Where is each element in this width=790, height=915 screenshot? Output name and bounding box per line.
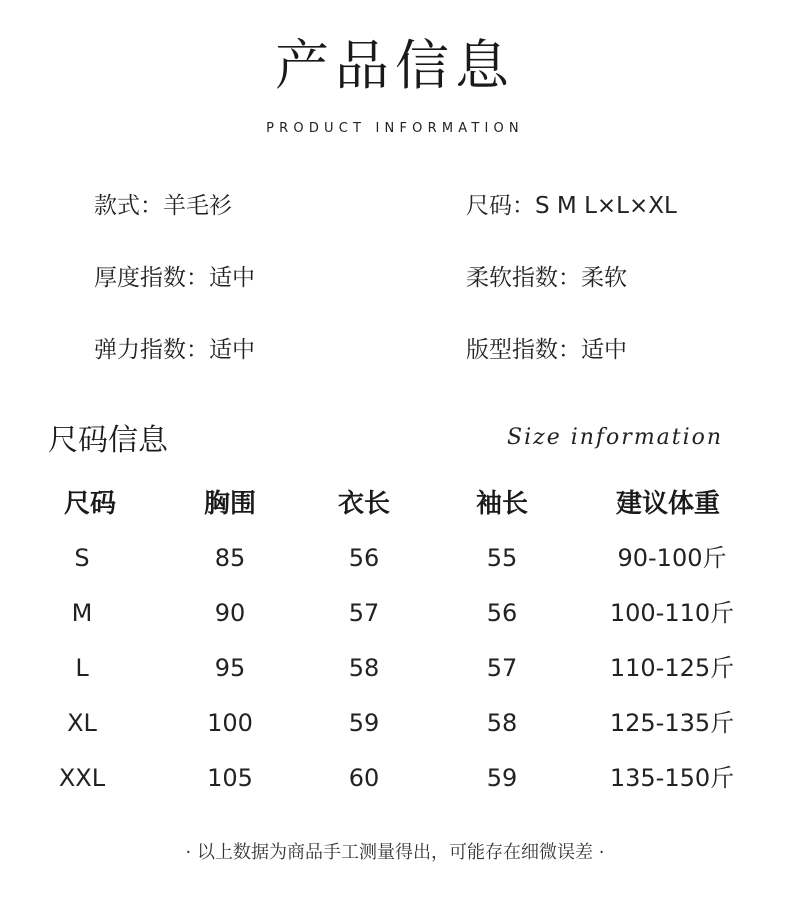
table-cell-length: 59 <box>348 709 380 737</box>
table-cell-sleeve: 57 <box>486 654 518 682</box>
table-cell-chest: 105 <box>207 764 253 792</box>
table-cell-size: L <box>75 654 89 682</box>
table-header-size: 尺码 <box>63 489 116 519</box>
table-cell-length: 57 <box>348 599 380 627</box>
table-cell-chest: 95 <box>214 654 246 682</box>
table-cell-length: 58 <box>348 654 380 682</box>
attribute-sizes: 尺码：S M L×L×XL <box>466 193 677 219</box>
table-cell-weight: 90-100斤 <box>617 544 727 572</box>
table-header-weight: 建议体重 <box>615 489 720 519</box>
page-title: 产品信息 <box>275 34 515 97</box>
attribute-softness: 柔软指数：柔软 <box>466 265 627 291</box>
table-cell-chest: 85 <box>214 544 246 572</box>
measurement-note: · 以上数据为商品手工测量得出，可能存在细微误差 · <box>185 842 605 863</box>
table-cell-length: 60 <box>348 764 380 792</box>
table-cell-size: M <box>71 599 93 627</box>
table-cell-length: 56 <box>348 544 380 572</box>
table-cell-chest: 100 <box>207 709 253 737</box>
table-cell-weight: 100-110斤 <box>609 599 735 627</box>
page-subtitle: PRODUCT INFORMATION <box>266 121 524 136</box>
table-header-length: 衣长 <box>337 489 390 519</box>
table-cell-weight: 125-135斤 <box>609 709 735 737</box>
size-section-title-en: Size information <box>507 425 724 450</box>
attribute-elasticity: 弹力指数：适中 <box>94 337 255 363</box>
table-header-chest: 胸围 <box>203 489 256 519</box>
table-cell-size: XL <box>67 709 97 737</box>
attribute-thickness: 厚度指数：适中 <box>94 265 255 291</box>
table-cell-size: XXL <box>58 764 106 792</box>
attribute-fit: 版型指数：适中 <box>466 337 627 363</box>
attribute-style: 款式：羊毛衫 <box>94 193 232 219</box>
table-cell-size: S <box>74 544 90 572</box>
table-cell-weight: 110-125斤 <box>609 654 735 682</box>
table-cell-sleeve: 56 <box>486 599 518 627</box>
table-cell-chest: 90 <box>214 599 246 627</box>
table-cell-sleeve: 59 <box>486 764 518 792</box>
size-section-title: 尺码信息 <box>48 423 168 458</box>
table-header-sleeve: 袖长 <box>475 489 528 519</box>
table-cell-weight: 135-150斤 <box>609 764 735 792</box>
table-cell-sleeve: 58 <box>486 709 518 737</box>
table-cell-sleeve: 55 <box>486 544 518 572</box>
